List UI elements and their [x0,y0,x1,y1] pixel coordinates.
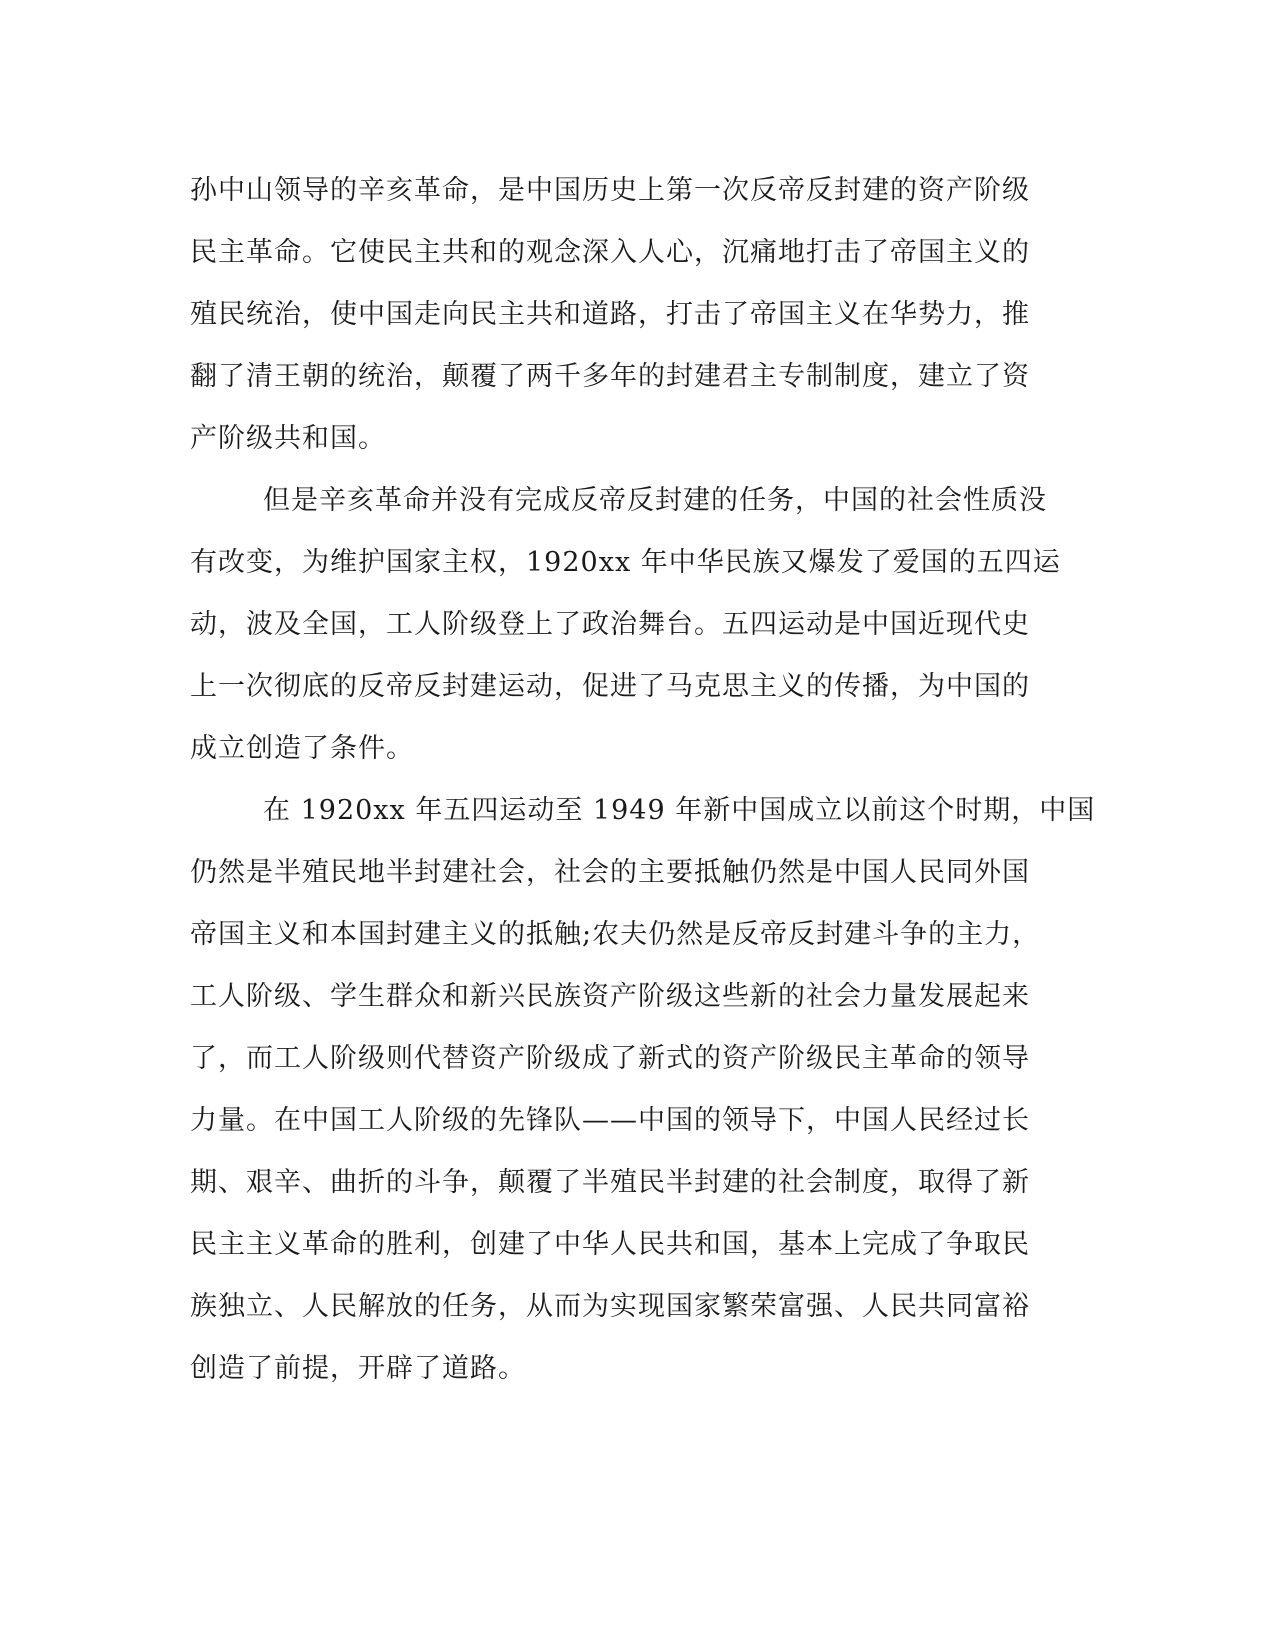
paragraph-2 [190,470,1090,780]
body-text [190,160,1096,1400]
text-line: 仍然是半殖民地半封建社会，社会的主要抵触仍然是中国人民同外国 [190,857,1030,888]
text-line: 帝国主义和本国封建主义的抵触;农夫仍然是反帝反封建斗争的主力， [190,919,1041,950]
text-line: 上一次彻底的反帝反封建运动，促进了马克思主义的传播，为中国的 [190,671,1030,702]
text-line: 创造了前提，开辟了道路。 [190,1353,526,1384]
paragraph-3 [190,780,1096,1400]
text-line: 民主主义革命的胜利，创建了中华人民共和国，基本上完成了争取民 [190,1229,1030,1260]
text-line: 力量。在中国工人阶级的先锋队——中国的领导下，中国人民经过长 [190,1105,1030,1136]
text-line: 翻了清王朝的统治，颠覆了两千多年的封建君主专制制度，建立了资 [190,361,1030,392]
text-line: 了，而工人阶级则代替资产阶级成了新式的资产阶级民主革命的领导 [190,1043,1030,1074]
text-line: 工人阶级、学生群众和新兴民族资产阶级这些新的社会力量发展起来 [190,981,1030,1012]
text-line: 成立创造了条件。 [190,733,414,764]
text-line: 在 1920xx 年五四运动至 1949 年新中国成立以前这个时期，中国 [263,795,1096,826]
text-line: 期、艰辛、曲折的斗争，颠覆了半殖民半封建的社会制度，取得了新 [190,1167,1030,1198]
text-line: 产阶级共和国。 [190,423,386,454]
paragraph-1 [190,160,1090,470]
text-line: 殖民统治，使中国走向民主共和道路，打击了帝国主义在华势力，推 [190,299,1030,330]
text-line: 有改变，为维护国家主权，1920xx 年中华民族又爆发了爱国的五四运 [190,547,1061,578]
text-line: 民主革命。它使民主共和的观念深入人心，沉痛地打击了帝国主义的 [190,237,1030,268]
text-line: 孙中山领导的辛亥革命，是中国历史上第一次反帝反封建的资产阶级 [190,175,1030,206]
text-line: 族独立、人民解放的任务，从而为实现国家繁荣富强、人民共同富裕 [190,1291,1030,1322]
text-line: 动，波及全国，工人阶级登上了政治舞台。五四运动是中国近现代史 [190,609,1030,640]
text-line: 但是辛亥革命并没有完成反帝反封建的任务，中国的社会性质没 [263,485,1047,516]
